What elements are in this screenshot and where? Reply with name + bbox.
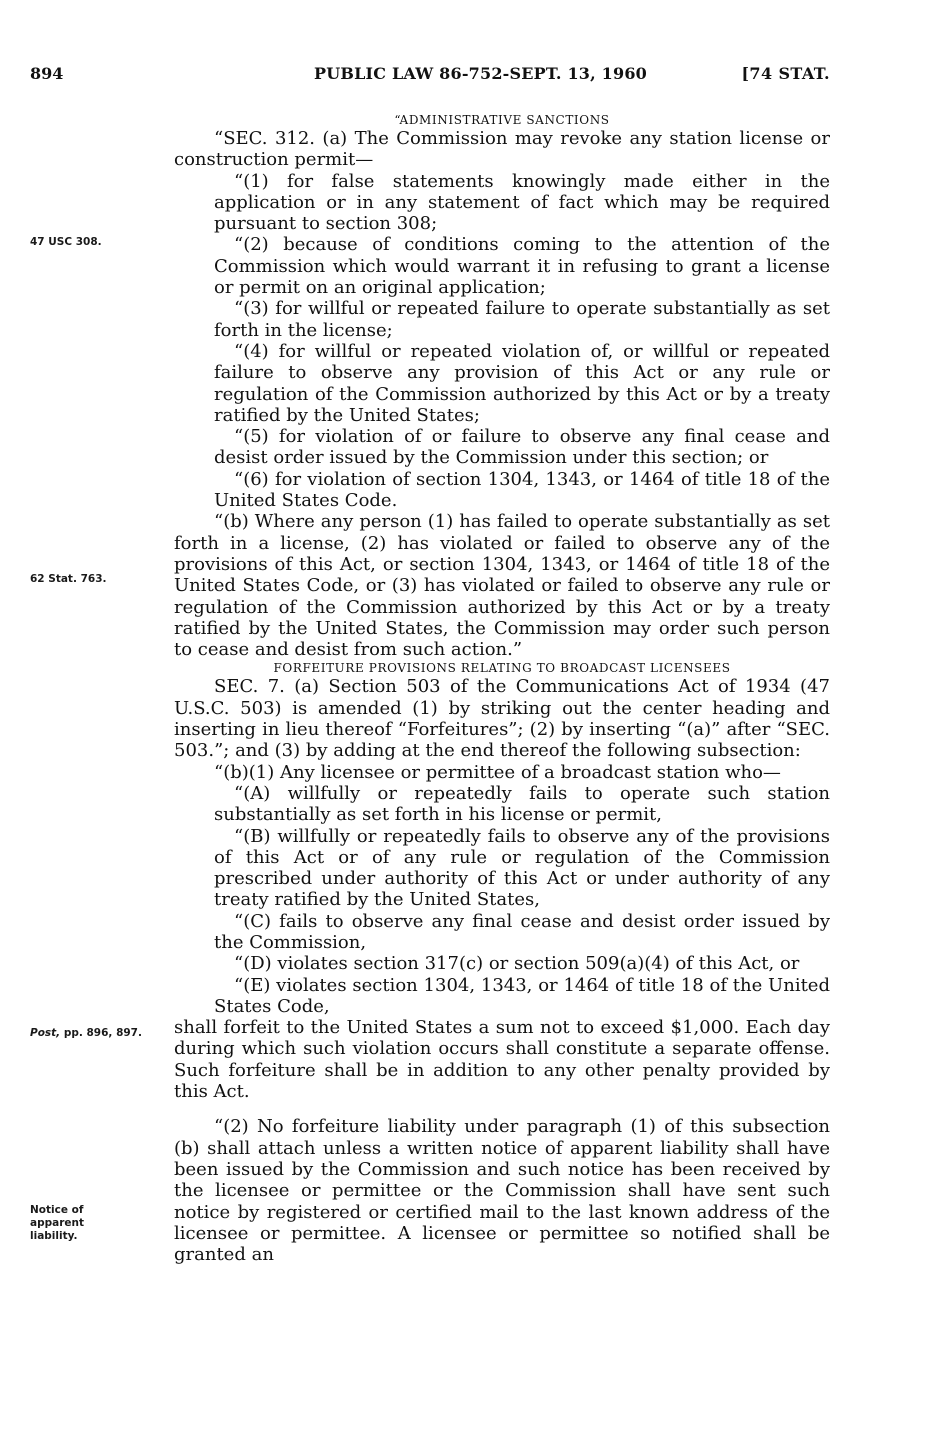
forfeiture-statement: shall forfeit to the United States a sum not to exceed $1,000. Each day during which such violation occurs shall constitute a separate offense. Such forfeiture shall be in addition to any other penalty provided by this Act. — [174, 1017, 830, 1103]
subclause-a: “(A) willfully or repeatedly fails to operate such station substantially as set forth in his license or permit, — [214, 782, 830, 826]
section-7-a: SEC. 7. (a) Section 503 of the Communications Act of 1934 (47 U.S.C. 503) is amended (1) by striking out the center heading and inserting in lieu thereof “Forfeitures”; (2) by inserting “(a)” after “SEC. 503.”; and (3) by adding at the end thereof the following subsection: — [174, 676, 830, 762]
section-312-a: “SEC. 312. (a) The Commission may revoke any station license or construction permit— — [174, 128, 830, 171]
subclause-b: “(B) willfully or repeatedly fails to observe any of the provisions of this Act or of any rule or regulation of the Commission prescribed under authority of this Act or under authority of any treaty ratified by the United States, — [214, 825, 830, 911]
margin-note-notice-of-apparent-liability: Notice of apparent liability. — [30, 1204, 84, 1242]
main-text — [174, 112, 830, 1265]
subclause-d: “(D) violates section 317(c) or section 509(a)(4) of this Act, or — [234, 953, 800, 975]
margin-note-usc-308: 47 USC 308. — [30, 236, 102, 248]
clause-5: “(5) for violation of or failure to observe any final cease and desist order issued by the Commission under this section; or — [214, 426, 830, 469]
margin-note-post-pages — [30, 1027, 165, 1040]
page-number: 894 — [30, 64, 64, 83]
paragraph-2: “(2) No forfeiture liability under paragraph (1) of this subsection (b) shall attach unless a written notice of apparent liability shall have been issued by the Commission and such notice has been received by the licensee or permittee or the Commission shall have sent such notice by registered or certified mail to the last known address of the licensee or permittee. A licensee or permittee so notified shall be granted an — [174, 1116, 830, 1266]
margin-note-62-stat-763: 62 Stat. 763. — [30, 573, 107, 585]
section-312-b: “(b) Where any person (1) has failed to operate substantially as set forth in a license, (2) has violated or failed to observe any of the provisions of this Act, or section 1304, 1343, or 1464 of title 18 of the United States Code, or (3) has violated or failed to observe any rule or regulation of the Commission authorized by this Act or by a treaty ratified by the United States, the Commission may order such person to cease and desist from such action.” — [174, 511, 830, 661]
clause-3: “(3) for willful or repeated failure to operate substantially as set forth in the license; — [214, 298, 830, 341]
margin-note-post-pages-text: pp. 896, 897. — [63, 1027, 142, 1039]
subclause-c: “(C) fails to observe any final cease and desist order issued by the Commission, — [214, 910, 830, 953]
clause-1: “(1) for false statements knowingly made either in the application or in any statement of fact which may be required pursuant to section 308; — [214, 170, 830, 235]
page-header — [30, 64, 830, 92]
volume-reference: [74 STAT. — [741, 64, 830, 83]
clause-2: “(2) because of conditions coming to the attention of the Commission which would warrant it in refusing to grant a license or permit on an original application; — [214, 234, 830, 299]
margin-note-post-label: Post, — [30, 1027, 61, 1039]
subclause-e: “(E) violates section 1304, 1343, or 1464 of title 18 of the United States Code, — [214, 974, 830, 1017]
running-title: PUBLIC LAW 86-752-SEPT. 13, 1960 — [314, 64, 648, 83]
heading-forfeiture-provisions: FORFEITURE PROVISIONS RELATING TO BROADCAST LICENSEES — [273, 661, 731, 676]
clause-4: “(4) for willful or repeated violation of, or willful or repeated failure to observe any provision of this Act or any rule or regulation of the Commission authorized by this Act or by a treaty ratified by the United States; — [214, 340, 830, 426]
heading-administrative-sanctions: “ADMINISTRATIVE SANCTIONS — [394, 113, 610, 127]
clause-6: “(6) for violation of section 1304, 1343, or 1464 of title 18 of the United States Code. — [214, 468, 830, 512]
subsection-b-1: “(b)(1) Any licensee or permittee of a broadcast station who— — [214, 761, 781, 783]
